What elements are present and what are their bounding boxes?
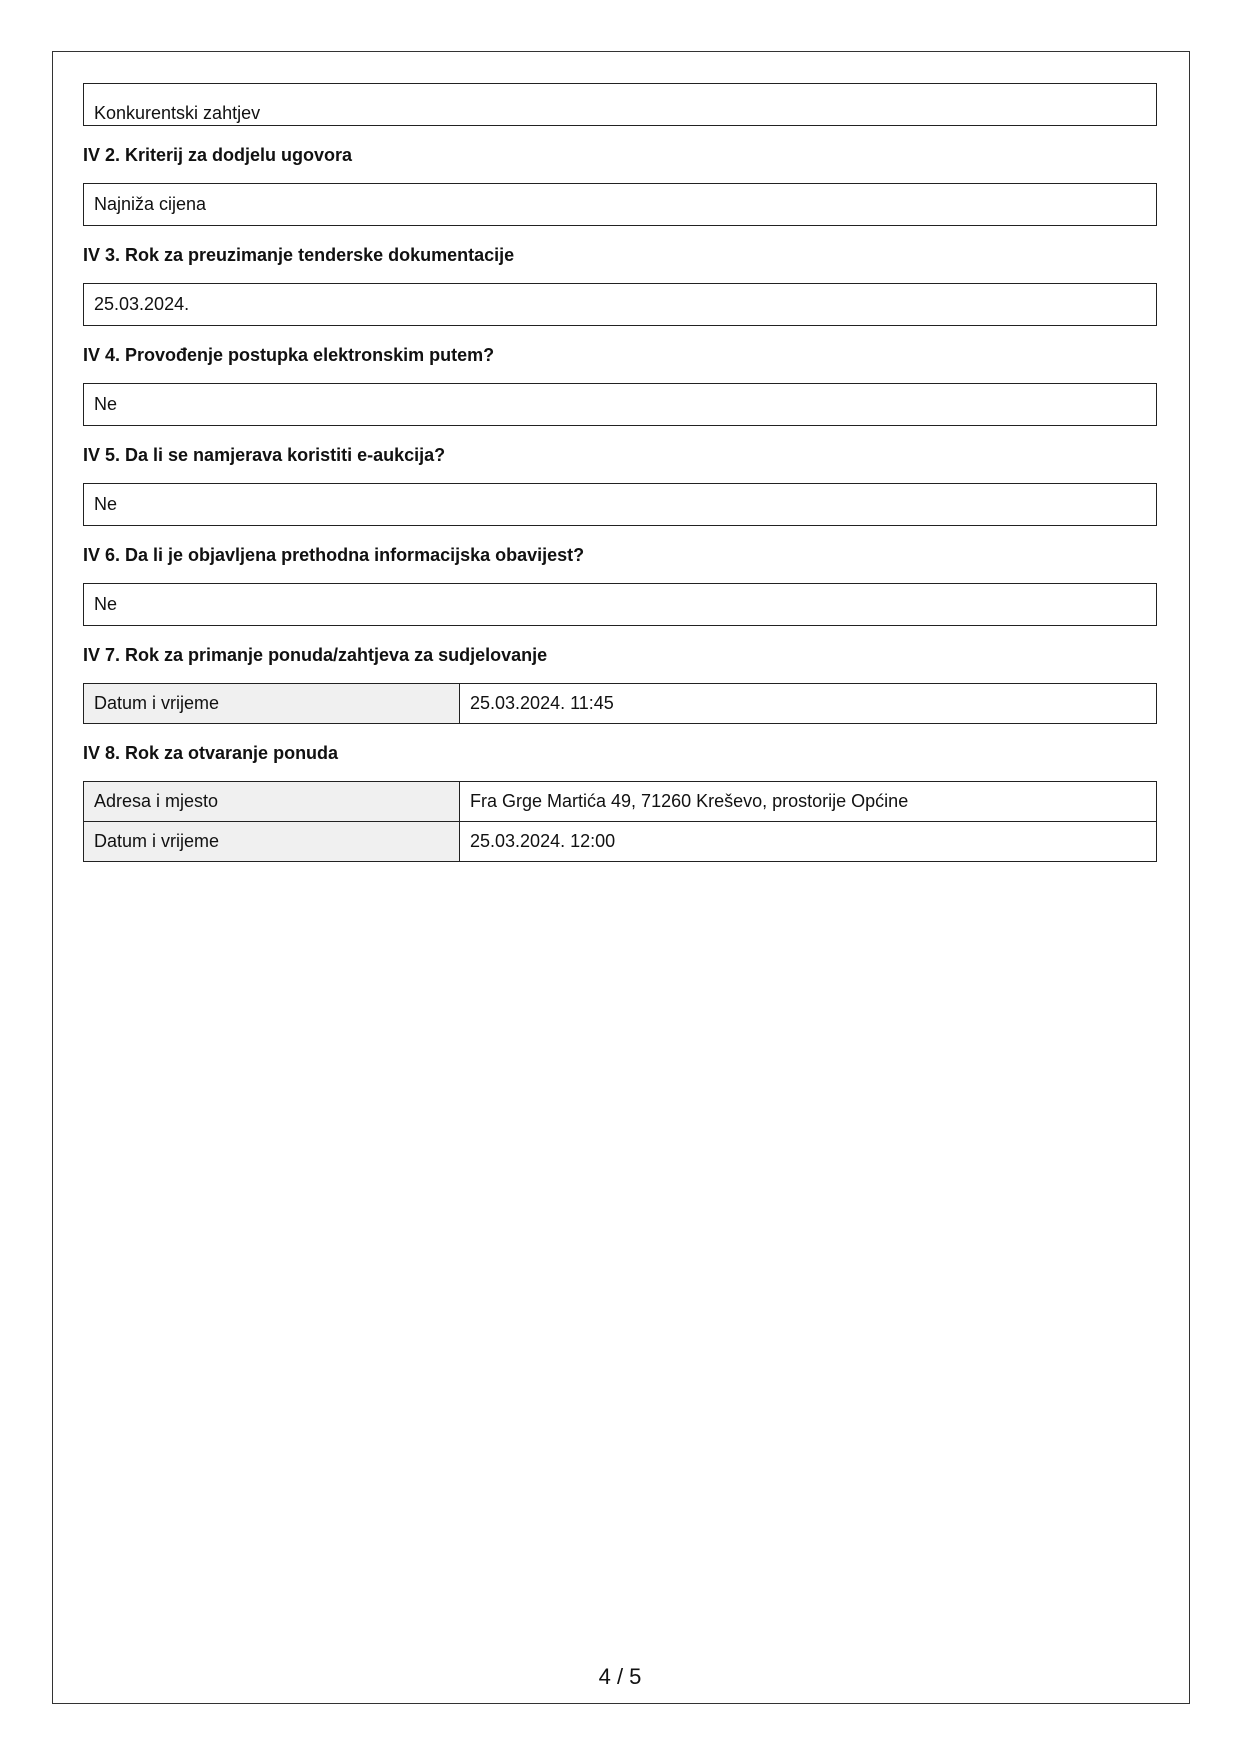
section-heading-iv3: IV 3. Rok za preuzimanje tenderske dokumentacije — [83, 245, 515, 265]
procedure-type-value: Konkurentski zahtjev — [94, 103, 261, 123]
page-number: 4 / 5 — [598, 1664, 642, 1689]
table-value-cell: 25.03.2024. 12:00 — [460, 822, 1157, 862]
table-key-cell: Datum i vrijeme — [84, 684, 460, 724]
section-heading-iv7: IV 7. Rok za primanje ponuda/zahtjeva za sudjelovanje — [83, 645, 548, 665]
tender-docs-deadline-value: 25.03.2024. — [94, 294, 190, 314]
section-heading-iv5: IV 5. Da li se namjerava koristiti e-aukcija? — [83, 445, 446, 465]
section-heading-iv2: IV 2. Kriterij za dodjelu ugovora — [83, 145, 353, 165]
electronic-procedure-value: Ne — [94, 394, 118, 414]
bid-opening-table — [83, 781, 1157, 862]
section-heading-iv8: IV 8. Rok za otvaranje ponuda — [83, 743, 339, 763]
table-key-cell: Datum i vrijeme — [84, 822, 460, 862]
section-heading-iv4: IV 4. Provođenje postupka elektronskim putem? — [83, 345, 495, 365]
prior-information-notice-value: Ne — [94, 594, 118, 614]
table-row — [84, 822, 1157, 862]
e-auction-value: Ne — [94, 494, 118, 514]
section-heading-iv6: IV 6. Da li je objavljena prethodna informacijska obavijest? — [83, 545, 585, 565]
table-key-cell: Adresa i mjesto — [84, 782, 460, 822]
award-criterion-value: Najniža cijena — [94, 194, 207, 214]
table-value-cell: 25.03.2024. 11:45 — [460, 684, 1157, 724]
document-content — [83, 83, 1157, 862]
table-value-cell: Fra Grge Martića 49, 71260 Kreševo, prostorije Općine — [460, 782, 1157, 822]
